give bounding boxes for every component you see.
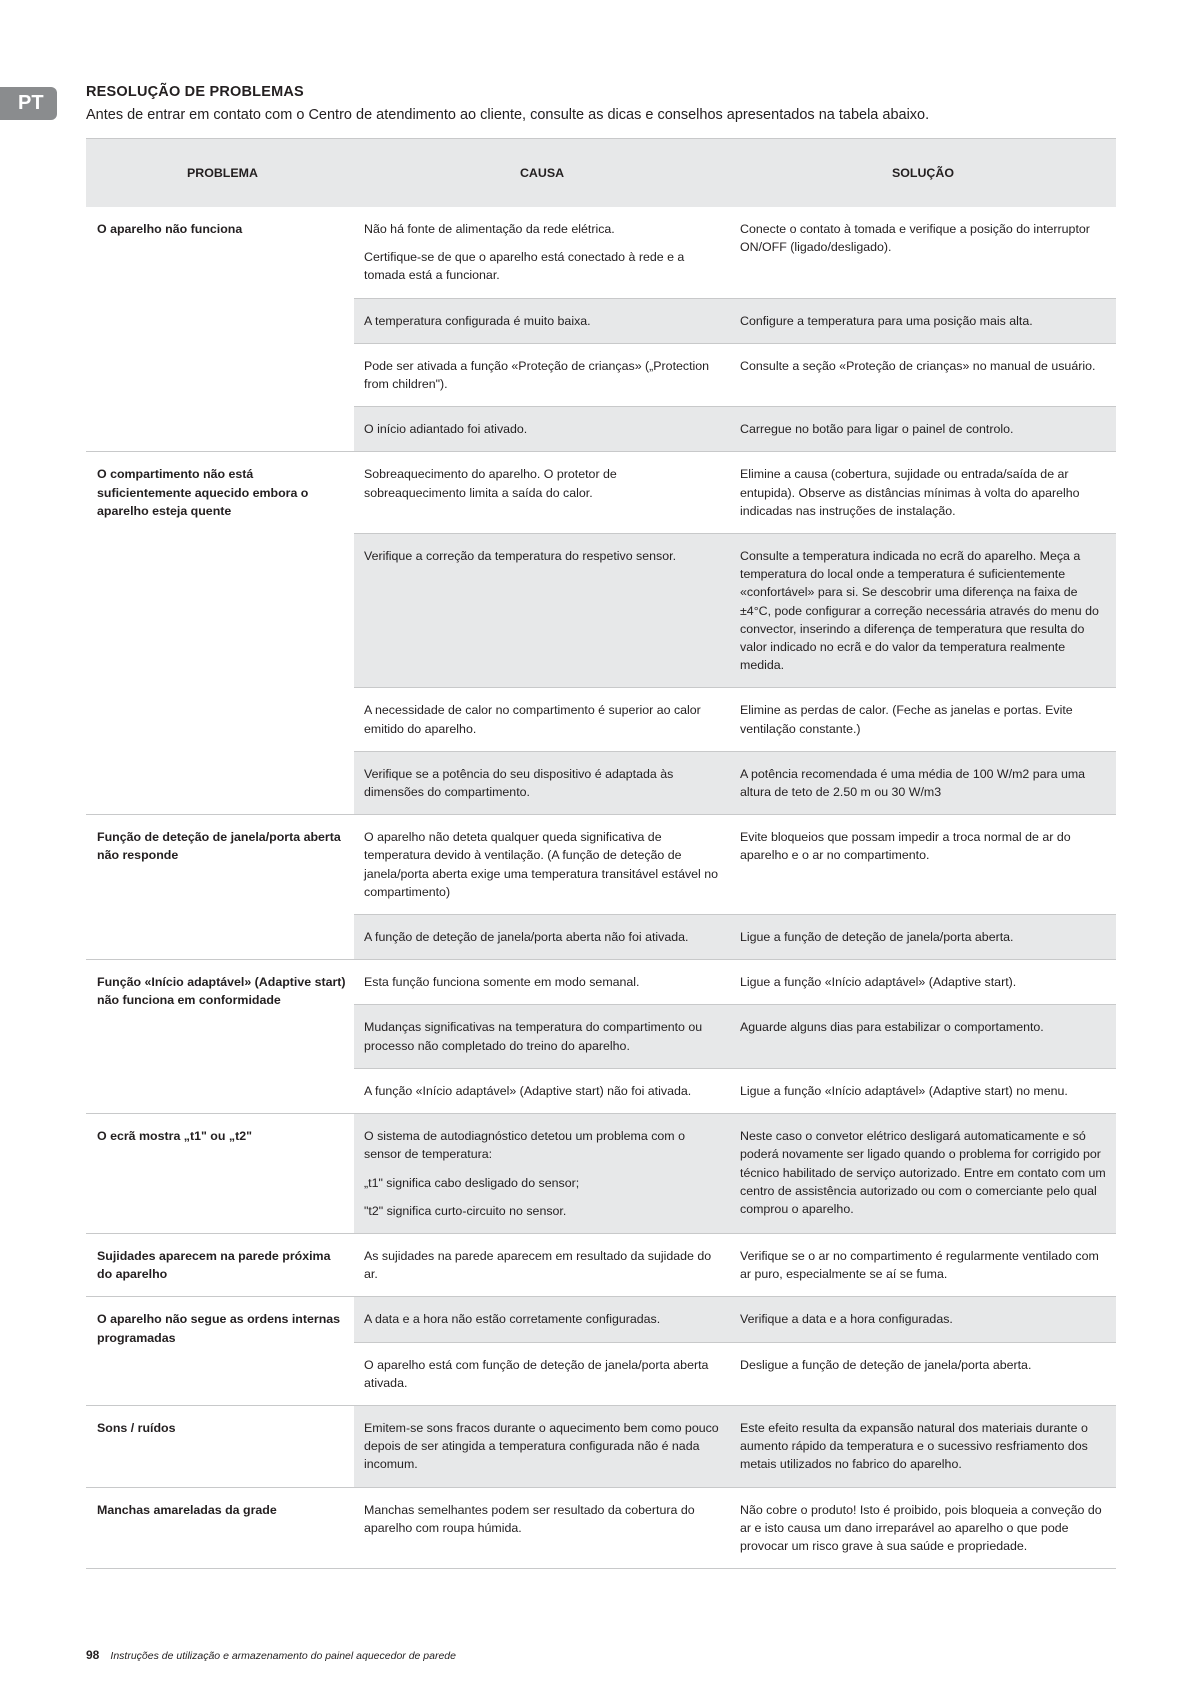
solution-cell — [730, 751, 1116, 814]
solution-cell — [730, 1342, 1116, 1405]
solution-text: Conecte o contato à tomada e verifique a posição do interruptor ON/OFF (ligado/desligado). — [740, 222, 1090, 255]
cause-text: A data e a hora não estão corretamente configuradas. — [364, 1312, 661, 1327]
cause-cell — [354, 1297, 730, 1342]
cause-text: Certifique-se de que o aparelho está conectado à rede e a tomada está a funcionar. — [364, 250, 685, 283]
solution-cell — [730, 407, 1116, 452]
cause-cell — [354, 1233, 730, 1296]
cause-cell — [354, 751, 730, 814]
cause-cell — [354, 1405, 730, 1487]
table-row — [86, 960, 1116, 1005]
cause-cell — [354, 915, 730, 960]
cause-cell — [354, 343, 730, 406]
table-header-row — [86, 139, 1116, 208]
cause-text: O sistema de autodiagnóstico detetou um problema com o sensor de temperatura: — [364, 1129, 685, 1162]
solution-cell — [730, 452, 1116, 534]
solution-cell — [730, 1005, 1116, 1068]
solution-text: Ligue a função de deteção de janela/porta aberta. — [740, 930, 1014, 945]
cause-text: Emitem-se sons fracos durante o aquecimento bem como pouco depois de ser atingida a temperatura configurada não é nada incomum. — [364, 1420, 719, 1472]
troubleshooting-table — [86, 138, 1116, 1569]
solution-text: Este efeito resulta da expansão natural dos materiais durante o aumento rápido da temperatura e o sucessivo resfriamento dos metais utilizados no fabrico do aparelho. — [740, 1420, 1088, 1472]
cause-cell — [354, 1005, 730, 1068]
solution-text: Evite bloqueios que possam impedir a troca normal de ar do aparelho e o ar no compartimento. — [740, 830, 1071, 863]
cause-cell — [354, 1068, 730, 1113]
table-row — [86, 1297, 1116, 1342]
solution-cell — [730, 1233, 1116, 1296]
cause-cell — [354, 298, 730, 343]
cause-text: Não há fonte de alimentação da rede elétrica. — [364, 222, 615, 236]
solution-text: Elimine a causa (cobertura, sujidade ou entrada/saída de ar entupida). Observe as distâncias mínimas à volta do aparelho indicadas nas instruções de instalação. — [740, 467, 1080, 518]
cause-text: O aparelho não deteta qualquer queda significativa de temperatura devido à ventilação. (A função de deteção de janela/porta aberta exige uma temperatura transitável estável no compartimento) — [364, 830, 719, 899]
solution-text: Ligue a função «Início adaptável» (Adaptive start). — [740, 975, 1017, 990]
solution-text: Verifique a data e a hora configuradas. — [740, 1312, 953, 1327]
cause-cell — [354, 1114, 730, 1234]
solution-text: Aguarde alguns dias para estabilizar o comportamento. — [740, 1020, 1044, 1035]
table-row — [86, 1233, 1116, 1296]
problem-cell: Manchas amareladas da grade — [86, 1487, 354, 1569]
solution-cell — [730, 343, 1116, 406]
solution-text: A potência recomendada é uma média de 100 W/m2 para uma altura de teto de 2.50 m ou 30 W/m3 — [740, 766, 1086, 800]
cause-text: O início adiantado foi ativado. — [364, 422, 528, 437]
cause-cell — [354, 1487, 730, 1569]
cause-text: Verifique se a potência do seu dispositivo é adaptada às dimensões do compartimento. — [364, 766, 674, 800]
page-title: RESOLUÇÃO DE PROBLEMAS — [86, 84, 304, 100]
cause-cell — [354, 815, 730, 915]
solution-cell — [730, 207, 1116, 298]
header-problem: PROBLEMA — [86, 139, 354, 208]
problem-cell: Sons / ruídos — [86, 1405, 354, 1487]
solution-text: Verifique se o ar no compartimento é regularmente ventilado com ar puro, especialmente se aí se fuma. — [740, 1248, 1099, 1282]
cause-text: Pode ser ativada a função «Proteção de crianças» („Protection from children"). — [364, 358, 710, 392]
cause-text: A função de deteção de janela/porta aberta não foi ativada. — [364, 930, 689, 945]
cause-text: "t2" significa curto-circuito no sensor. — [364, 1203, 567, 1218]
solution-cell — [730, 1405, 1116, 1487]
solution-text: Consulte a seção «Proteção de crianças» no manual de usuário. — [740, 358, 1096, 373]
page-footer — [86, 1648, 456, 1662]
solution-cell — [730, 534, 1116, 688]
solution-cell — [730, 960, 1116, 1005]
language-tab: PT — [0, 87, 57, 120]
problem-cell: Função «Início adaptável» (Adaptive start) não funciona em conformidade — [86, 960, 354, 1114]
cause-cell — [354, 960, 730, 1005]
cause-cell — [354, 688, 730, 751]
cause-text: Mudanças significativas na temperatura do compartimento ou processo não completado do treino do aparelho. — [364, 1020, 703, 1053]
problem-cell: O aparelho não funciona — [86, 207, 354, 452]
table-body — [86, 207, 1116, 1569]
cause-text: A temperatura configurada é muito baixa. — [364, 313, 591, 328]
cause-text: Esta função funciona somente em modo semanal. — [364, 975, 640, 990]
cause-text: „t1" significa cabo desligado do sensor; — [364, 1175, 580, 1190]
solution-cell — [730, 688, 1116, 751]
problem-cell: Sujidades aparecem na parede próxima do aparelho — [86, 1233, 354, 1296]
footer-text: Instruções de utilização e armazenamento do painel aquecedor de parede — [110, 1650, 456, 1662]
table-row — [86, 452, 1116, 534]
table-row — [86, 207, 1116, 298]
solution-cell — [730, 1297, 1116, 1342]
problem-cell: O aparelho não segue as ordens internas programadas — [86, 1297, 354, 1406]
solution-cell — [730, 1068, 1116, 1113]
cause-cell — [354, 207, 730, 298]
page-number: 98 — [86, 1648, 100, 1662]
solution-text: Configure a temperatura para uma posição mais alta. — [740, 313, 1033, 328]
cause-cell — [354, 452, 730, 534]
problem-cell: Função de deteção de janela/porta aberta não responde — [86, 815, 354, 960]
problem-cell: O ecrã mostra „t1" ou „t2" — [86, 1114, 354, 1234]
intro-text: Antes de entrar em contato com o Centro de atendimento ao cliente, consulte as dicas e conselhos apresentados na tabela abaixo. — [86, 107, 930, 123]
solution-text: Neste caso o convetor elétrico desligará automaticamente e só poderá novamente ser ligado quando o problema for corrigido por técnico habilitado de serviço autorizado. Entre em contato com um centro de assistência autorizado ou com o comerciante pelo qual comprou o aparelho. — [740, 1129, 1106, 1216]
problem-cell: O compartimento não está suficientemente aquecido embora o aparelho esteja quente — [86, 452, 354, 815]
solution-text: Ligue a função «Início adaptável» (Adaptive start) no menu. — [740, 1083, 1068, 1098]
cause-text: A função «Início adaptável» (Adaptive start) não foi ativada. — [364, 1083, 692, 1098]
solution-text: Elimine as perdas de calor. (Feche as janelas e portas. Evite ventilação constante.) — [740, 703, 1073, 736]
table-row — [86, 1405, 1116, 1487]
table-row — [86, 1114, 1116, 1234]
cause-text: O aparelho está com função de deteção de janela/porta aberta ativada. — [364, 1357, 709, 1390]
cause-text: Manchas semelhantes podem ser resultado da cobertura do aparelho com roupa húmida. — [364, 1502, 695, 1535]
cause-cell — [354, 534, 730, 688]
cause-text: As sujidades na parede aparecem em resultado da sujidade do ar. — [364, 1248, 712, 1282]
solution-cell — [730, 815, 1116, 915]
cause-text: A necessidade de calor no compartimento é superior ao calor emitido do aparelho. — [364, 703, 701, 736]
solution-text: Desligue a função de deteção de janela/porta aberta. — [740, 1357, 1032, 1372]
solution-cell — [730, 298, 1116, 343]
cause-text: Sobreaquecimento do aparelho. O protetor de sobreaquecimento limita a saída do calor. — [364, 467, 617, 500]
header-cause: CAUSA — [354, 139, 730, 208]
table-row — [86, 815, 1116, 915]
table-row — [86, 1487, 1116, 1569]
solution-text: Consulte a temperatura indicada no ecrã do aparelho. Meça a temperatura do local onde a temperatura é suficientemente «confortável» para si. Se descobrir uma diferença na faixa de ±4°C, pode configurar a correção necessária através do menu do convector, inserindo a diferença de temperatura que resulta do valor indicado no ecrã e do valor da temperatura realmente medida. — [740, 549, 1099, 673]
cause-cell — [354, 407, 730, 452]
solution-cell — [730, 1487, 1116, 1569]
cause-text: Verifique a correção da temperatura do respetivo sensor. — [364, 549, 677, 564]
cause-cell — [354, 1342, 730, 1405]
solution-text: Não cobre o produto! Isto é proibido, pois bloqueia a conveção do ar e isto causa um dano irreparável ao aparelho o que pode provocar um risco grave à sua saúde e propriedade. — [740, 1502, 1102, 1553]
header-solution: SOLUÇÃO — [730, 139, 1116, 208]
solution-text: Carregue no botão para ligar o painel de controlo. — [740, 422, 1014, 437]
solution-cell — [730, 1114, 1116, 1234]
solution-cell — [730, 915, 1116, 960]
